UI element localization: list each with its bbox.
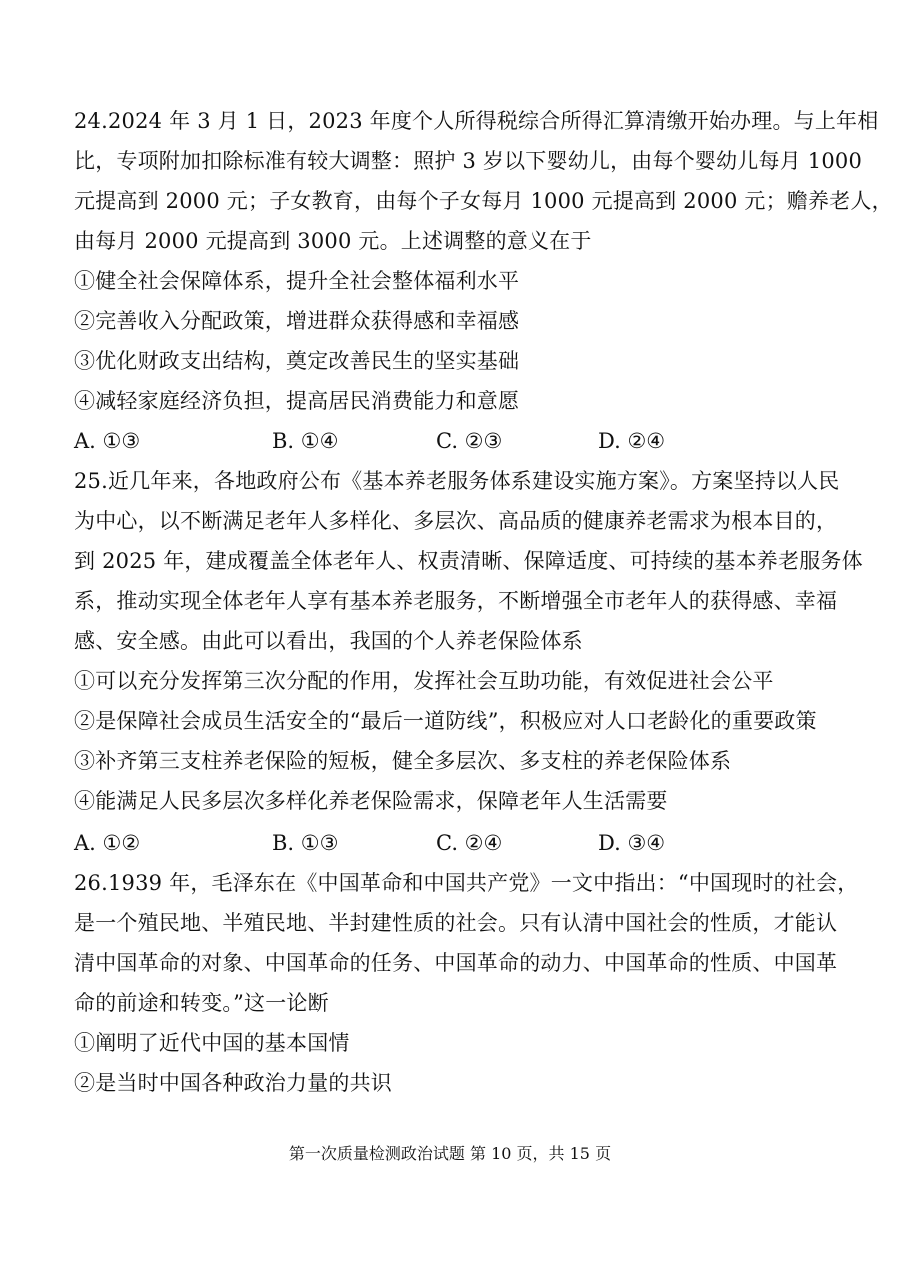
q24-stem-line-2: 比，专项附加扣除标准有较大调整：照护 3 岁以下婴幼儿，由每个婴幼儿每月 1000: [74, 149, 863, 173]
q25-option-2: ②是保障社会成员生活安全的“最后一道防线”，积极应对人口老龄化的重要政策: [74, 709, 817, 733]
q25-choice-b: B. ①③: [272, 831, 339, 855]
q24-choice-a: A. ①③: [74, 429, 141, 453]
page-footer: 第一次质量检测政治试题 第 10 页，共 15 页: [288, 1144, 612, 1163]
q24-option-1: ①健全社会保障体系，提升全社会整体福利水平: [74, 269, 520, 293]
q26-option-1: ①阐明了近代中国的基本国情: [74, 1031, 350, 1055]
q25-choice-d: D. ③④: [598, 831, 666, 855]
q24-choice-c: C. ②③: [436, 429, 503, 453]
q24-option-3: ③优化财政支出结构，奠定改善民生的坚实基础: [74, 349, 520, 373]
q26-stem-line-1: 26.1939 年，毛泽东在《中国革命和中国共产党》一文中指出：“中国现时的社会，: [74, 871, 859, 895]
q24-stem-line-4: 由每月 2000 元提高到 3000 元。上述调整的意义在于: [74, 229, 592, 253]
q24-stem-line-1: 24.2024 年 3 月 1 日，2023 年度个人所得税综合所得汇算清缴开始办理。与上年相: [74, 109, 879, 133]
q25-option-1: ①可以充分发挥第三次分配的作用，发挥社会互助功能，有效促进社会公平: [74, 669, 774, 693]
q25-option-4: ④能满足人民多层次多样化养老保险需求，保障老年人生活需要: [74, 789, 668, 813]
q25-choice-a: A. ①②: [74, 831, 141, 855]
q24-choice-d: D. ②④: [598, 429, 666, 453]
q24-choice-b: B. ①④: [272, 429, 339, 453]
q25-stem-line-4: 系，推动实现全体老年人享有基本养老服务，不断增强全市老年人的获得感、幸福: [74, 589, 838, 613]
q24-choices: [74, 426, 834, 456]
q24-stem-line-3: 元提高到 2000 元；子女教育，由每个子女每月 1000 元提高到 2000 元；赡养老人，: [74, 189, 893, 213]
q24-option-2: ②完善收入分配政策，增进群众获得感和幸福感: [74, 309, 520, 333]
q25-stem-line-1: 25.近几年来，各地政府公布《基本养老服务体系建设实施方案》。方案坚持以人民: [74, 469, 840, 493]
q25-choices: [74, 828, 834, 858]
q24-option-4: ④减轻家庭经济负担，提高居民消费能力和意愿: [74, 389, 520, 413]
q26-option-2: ②是当时中国各种政治力量的共识: [74, 1071, 392, 1095]
q25-choice-c: C. ②④: [436, 831, 503, 855]
q25-stem-line-5: 感、安全感。由此可以看出，我国的个人养老保险体系: [74, 629, 583, 653]
q25-option-3: ③补齐第三支柱养老保险的短板，健全多层次、多支柱的养老保险体系: [74, 749, 732, 773]
q25-stem-line-3: 到 2025 年，建成覆盖全体老年人、权责清晰、保障适度、可持续的基本养老服务体: [74, 549, 863, 573]
q25-stem-line-2: 为中心，以不断满足老年人多样化、多层次、高品质的健康养老需求为根本目的，: [74, 509, 838, 533]
q26-stem-line-2: 是一个殖民地、半殖民地、半封建性质的社会。只有认清中国社会的性质，才能认: [74, 911, 838, 935]
q26-stem-line-4: 命的前途和转变。”这一论断: [74, 991, 329, 1015]
q26-stem-line-3: 清中国革命的对象、中国革命的任务、中国革命的动力、中国革命的性质、中国革: [74, 951, 838, 975]
